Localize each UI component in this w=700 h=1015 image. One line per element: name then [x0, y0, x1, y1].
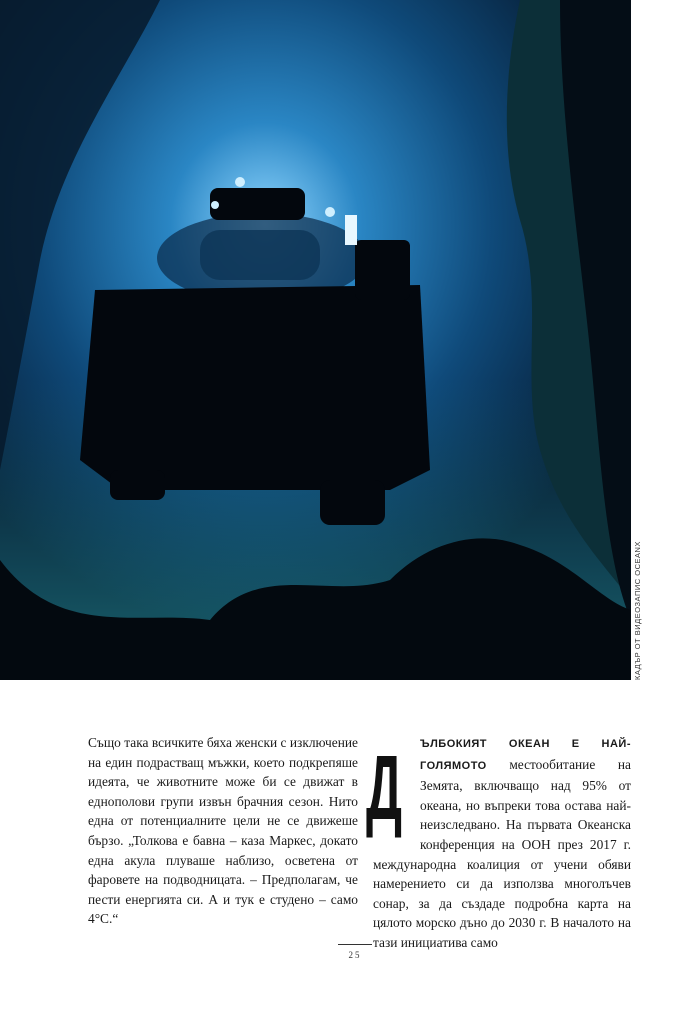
- lead-in: ЪЛБОКИЯТ ОКЕАН Е НАЙ-ГОЛЯМОТО: [420, 738, 631, 772]
- drop-cap: Д: [365, 737, 403, 839]
- left-text-column: [88, 733, 358, 929]
- left-paragraph: Също така всичките бяха женски с изключение на един подрастващ мъжки, което подкрепяше идеята, че животните може би се движат в еднополови групи извън брачния сезон. Нито една от потенциалните цели не се движеше бързо. „Толкова е бавна – каза Маркес, докато една акула плуваше наблизо, осветена от фаровете на подводницата. – Предполагам, че пести енергията си. А и тук е студено – само 4°C.“: [88, 735, 358, 927]
- right-text-column: [365, 733, 631, 953]
- page-number-rule: [338, 944, 372, 945]
- page-number: 25: [348, 950, 362, 960]
- photo-credit: КАДЪР ОТ ВИДЕОЗАПИС OCEANX: [633, 541, 642, 680]
- right-paragraph: местообитание на Земята, включващо над 95% от океана, но въпреки това остава най-неизследвано. На първата Океанска конференция на ООН през 2017 г. международна коалиция от учени обяви намерението си да използва многолъчев сонар, за да създаде подробна карта на цялото морско дъно до 2030 г. В началото на тази инициатива само: [373, 756, 631, 950]
